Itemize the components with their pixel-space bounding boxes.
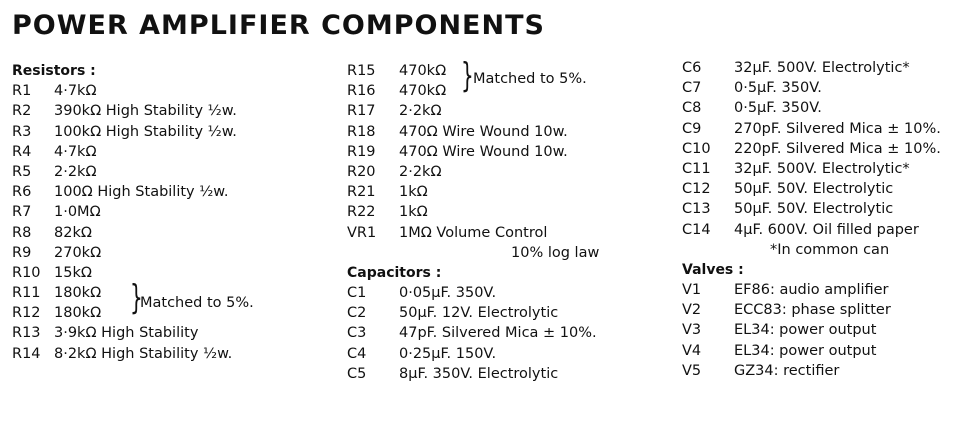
component-value: 180kΩ	[54, 285, 102, 302]
component-row-r22	[347, 202, 667, 222]
component-value: 2·2kΩ	[399, 103, 442, 120]
component-row-r4	[12, 142, 332, 162]
component-ref: C9	[682, 120, 702, 137]
component-ref: R2	[12, 103, 32, 120]
component-ref: R5	[12, 163, 32, 180]
component-value: EF86: audio amplifier	[734, 282, 889, 299]
component-value: 270pF. Silvered Mica ± 10%.	[734, 120, 941, 137]
component-value: 8μF. 350V. Electrolytic	[399, 365, 559, 382]
component-row-r3	[12, 122, 332, 142]
component-ref: R21	[347, 184, 376, 201]
component-value: 4·7kΩ	[54, 143, 97, 160]
component-value: 180kΩ	[54, 305, 102, 322]
common-can-note-row	[682, 240, 959, 260]
component-ref: R22	[347, 204, 376, 221]
component-value: 100Ω High Stability ½w.	[54, 184, 229, 201]
component-ref: R8	[12, 224, 32, 241]
capacitors-valves-column	[682, 58, 959, 381]
component-row-r8	[12, 223, 332, 243]
component-row-r19	[347, 142, 667, 162]
component-row-r14	[12, 344, 332, 364]
component-row-r21	[347, 182, 667, 202]
component-row-c10	[682, 139, 959, 159]
component-value: 1kΩ	[399, 184, 428, 201]
component-ref: R4	[12, 143, 32, 160]
component-row-c6	[682, 58, 959, 78]
component-row-c14	[682, 220, 959, 240]
component-value: 2·2kΩ	[54, 163, 97, 180]
component-row-r12	[12, 303, 332, 323]
component-row-c2	[347, 303, 667, 323]
component-ref: R18	[347, 123, 376, 140]
resistors-column	[12, 61, 332, 364]
component-ref: V1	[682, 282, 702, 299]
component-row-c5	[347, 364, 667, 384]
matched-note: Matched to 5%.	[473, 71, 587, 87]
component-row-r18	[347, 122, 667, 142]
component-ref: R20	[347, 163, 376, 180]
component-value: 3·9kΩ High Stability	[54, 325, 199, 342]
component-row-c8	[682, 98, 959, 118]
component-row-c13	[682, 199, 959, 219]
component-row-r13	[12, 323, 332, 343]
component-row-r17	[347, 101, 667, 121]
component-ref: R6	[12, 184, 32, 201]
component-value: 32μF. 500V. Electrolytic*	[734, 60, 910, 76]
vr1-note-row	[347, 243, 667, 263]
component-value: 2·2kΩ	[399, 163, 442, 180]
component-ref: R1	[12, 83, 32, 100]
component-row-vr1	[347, 223, 667, 243]
component-row-v5	[682, 361, 959, 381]
component-value: 220pF. Silvered Mica ± 10%.	[734, 140, 941, 157]
component-ref: V2	[682, 302, 702, 319]
component-value: 0·05μF. 350V.	[399, 285, 497, 302]
component-value: 0·5μF. 350V.	[734, 100, 822, 117]
component-value: 470kΩ	[399, 63, 447, 79]
component-ref: R17	[347, 103, 376, 120]
component-ref: V4	[682, 342, 702, 359]
component-value: 1·0MΩ	[54, 204, 101, 221]
matched-bracket: }	[130, 276, 143, 318]
component-ref: V3	[682, 322, 702, 339]
component-value: 4μF. 600V. Oil filled paper	[734, 221, 919, 238]
component-value: 1kΩ	[399, 204, 428, 221]
component-ref: C3	[347, 325, 367, 342]
component-value: 1MΩ Volume Control	[399, 224, 548, 241]
component-ref: R7	[12, 204, 32, 221]
component-value: EL34: power output	[734, 322, 877, 339]
component-ref: R3	[12, 123, 32, 140]
matched-bracket: }	[461, 54, 474, 96]
component-ref: VR1	[347, 224, 377, 241]
component-ref: C10	[682, 140, 711, 157]
component-ref: R13	[12, 325, 41, 342]
component-ref: C14	[682, 221, 711, 238]
component-row-r5	[12, 162, 332, 182]
component-ref: C6	[682, 60, 702, 76]
component-row-r10	[12, 263, 332, 283]
component-value: 8·2kΩ High Stability ½w.	[54, 345, 233, 362]
component-value: 32μF. 500V. Electrolytic*	[734, 160, 910, 177]
component-row-r20	[347, 162, 667, 182]
vr1-note: 10% log law	[511, 244, 600, 261]
component-ref: R9	[12, 244, 32, 261]
component-ref: R14	[12, 345, 41, 362]
component-value: 470Ω Wire Wound 10w.	[399, 123, 568, 140]
component-value: 4·7kΩ	[54, 83, 97, 100]
component-value: GZ34: rectifier	[734, 362, 840, 379]
component-row-c7	[682, 78, 959, 98]
capacitors-heading: Capacitors :	[347, 264, 442, 281]
component-value: 390kΩ High Stability ½w.	[54, 103, 237, 120]
component-value: 82kΩ	[54, 224, 92, 241]
component-ref: C11	[682, 160, 711, 177]
component-ref: C12	[682, 181, 711, 198]
component-row-v4	[682, 341, 959, 361]
component-ref: R11	[12, 285, 41, 302]
component-row-r9	[12, 243, 332, 263]
component-value: 50μF. 50V. Electrolytic	[734, 181, 894, 198]
component-row-c11	[682, 159, 959, 179]
matched-note: Matched to 5%.	[140, 295, 254, 312]
component-ref: C5	[347, 365, 367, 382]
component-row-v2	[682, 300, 959, 320]
component-row-c12	[682, 179, 959, 199]
component-row-c3	[347, 323, 667, 343]
resistors-capacitors-column	[347, 54, 667, 384]
component-ref: R10	[12, 264, 41, 281]
valves-heading: Valves :	[682, 261, 744, 278]
component-ref: C1	[347, 285, 367, 302]
component-ref: C13	[682, 201, 711, 218]
page-title: POWER AMPLIFIER COMPONENTS	[12, 10, 545, 41]
component-value: 0·25μF. 150V.	[399, 345, 497, 362]
component-ref: R16	[347, 83, 376, 100]
component-ref: C4	[347, 345, 367, 362]
component-ref: C2	[347, 305, 367, 322]
component-value: 270kΩ	[54, 244, 102, 261]
component-value: 15kΩ	[54, 264, 92, 281]
component-value: 50μF. 50V. Electrolytic	[734, 201, 894, 218]
component-row-r2	[12, 101, 332, 121]
component-row-r1	[12, 81, 332, 101]
component-ref: R15	[347, 63, 376, 79]
component-value: ECC83: phase splitter	[734, 302, 891, 319]
component-row-c4	[347, 344, 667, 364]
component-value: 50μF. 12V. Electrolytic	[399, 305, 559, 322]
component-value: 47pF. Silvered Mica ± 10%.	[399, 325, 597, 342]
component-row-c1	[347, 283, 667, 303]
resistors-heading: Resistors :	[12, 63, 96, 79]
component-row-v3	[682, 320, 959, 340]
component-row-v1	[682, 280, 959, 300]
component-value: 470kΩ	[399, 83, 447, 100]
component-ref: R19	[347, 143, 376, 160]
component-value: 470Ω Wire Wound 10w.	[399, 143, 568, 160]
component-ref: V5	[682, 362, 702, 379]
common-can-note: *In common can	[770, 241, 890, 258]
component-ref: C7	[682, 80, 702, 97]
component-row-r6	[12, 182, 332, 202]
component-row-c9	[682, 119, 959, 139]
component-row-r7	[12, 202, 332, 222]
component-ref: C8	[682, 100, 702, 117]
component-value: EL34: power output	[734, 342, 877, 359]
component-ref: R12	[12, 305, 41, 322]
component-value: 0·5μF. 350V.	[734, 80, 822, 97]
component-row-r16	[347, 81, 667, 101]
component-value: 100kΩ High Stability ½w.	[54, 123, 237, 140]
